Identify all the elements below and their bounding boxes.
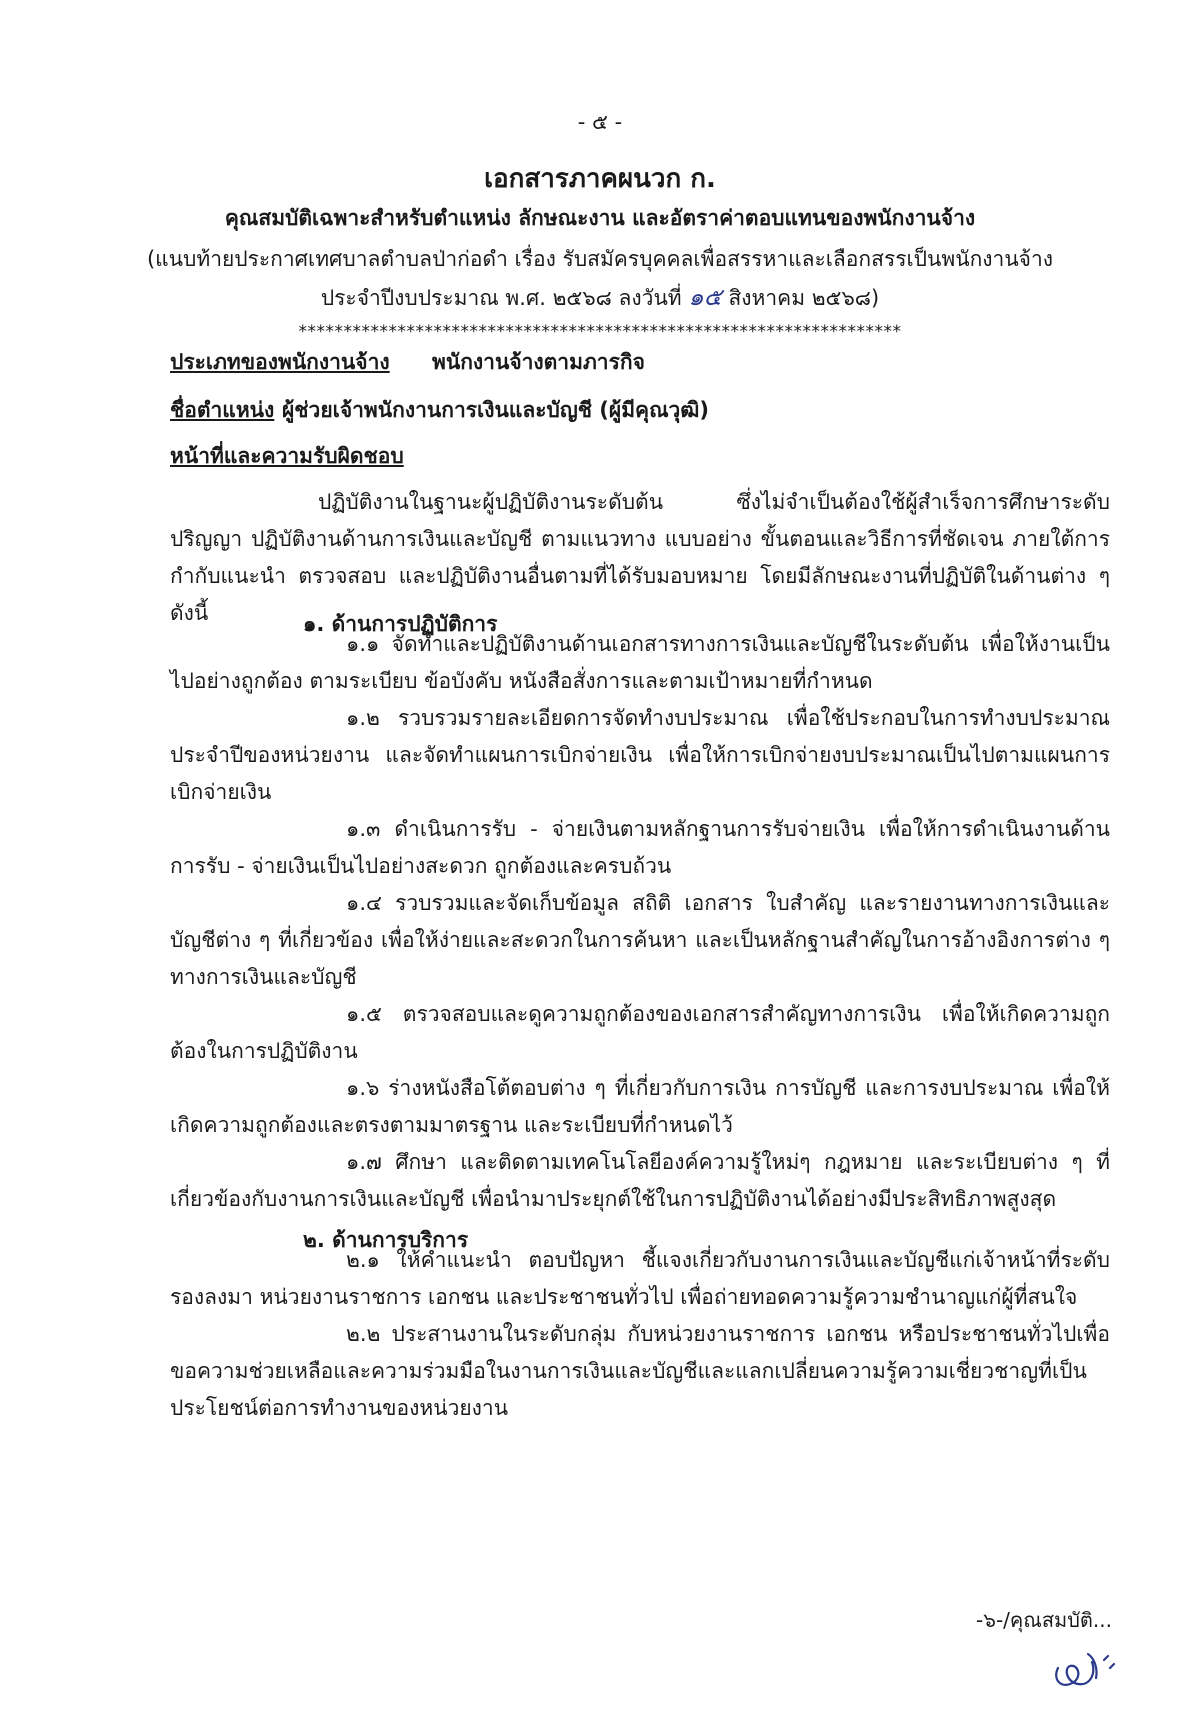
item-1-3: ๑.๓ ดำเนินการรับ - จ่ายเงินตามหลักฐานการรับจ่ายเงิน เพื่อให้การดำเนินงานด้านการรับ - จ่ายเงินเป็นไปอย่างสะดวก ถูกต้องและครบถ้วน <box>170 817 1110 878</box>
document-subtitle: คุณสมบัติเฉพาะสำหรับตำแหน่ง ลักษณะงาน และอัตราค่าตอบแทนของพนักงานจ้าง <box>224 206 976 230</box>
position-value: ผู้ช่วยเจ้าพนักงานการเงินและบัญชี (ผู้มีคุณวุฒิ) <box>282 398 709 422</box>
annex-line-2 <box>0 278 1200 317</box>
item-1-4: ๑.๔ รวบรวมและจัดเก็บข้อมูล สถิติ เอกสาร ใบสำคัญ และรายงานทางการเงินและบัญชีต่าง ๆ ที่เกี่ยวข้อง เพื่อให้ง่ายและสะดวกในการค้นหา และเป็นหลักฐานสำคัญในการอ้างอิงการต่าง ๆ ทางการเงินและบัญชี <box>170 891 1110 989</box>
employee-type-value: พนักงานจ้างตามภารกิจ <box>432 350 645 374</box>
annex-date-prefix: ประจำปีงบประมาณ พ.ศ. ๒๕๖๘ ลงวันที่ <box>320 286 682 310</box>
page-number: - ๕ - <box>577 110 623 134</box>
duties-intro: ปฏิบัติงานในฐานะผู้ปฏิบัติงานระดับต้น ซึ่งไม่จำเป็นต้องใช้ผู้สำเร็จการศึกษาระดับปริญญา ปฏิบัติงานด้านการเงินและบัญชี ตามแนวทาง แบบอย่าง ขั้นตอนและวิธีการที่ชัดเจน ภายใต้การกำกับแนะนำ ตรวจสอบ และปฏิบัติงานอื่นตามที่ได้รับมอบหมาย โดยมีลักษณะงานที่ปฏิบัติในด้านต่าง ๆ ดังนี้ <box>170 490 1110 625</box>
next-page-reference: -๖-/คุณสมบัติ... <box>976 1608 1112 1632</box>
position-label: ชื่อตำแหน่ง <box>170 398 275 422</box>
item-1-1: ๑.๑ จัดทำและปฏิบัติงานด้านเอกสารทางการเงินและบัญชีในระดับต้น เพื่อให้งานเป็นไปอย่างถูกต้อง ตามระเบียบ ข้อบังคับ หนังสือสั่งการและตามเป้าหมายที่กำหนด <box>170 632 1110 693</box>
separator-line: ******************************************************************* <box>298 322 902 342</box>
section-heading-services: ๒. ด้านการบริการ <box>303 1228 469 1252</box>
position-row <box>170 394 709 427</box>
section-heading-operations: ๑. ด้านการปฏิบัติการ <box>303 612 498 636</box>
item-2-1: ๒.๑ ให้คำแนะนำ ตอบปัญหา ชี้แจงเกี่ยวกับงานการเงินและบัญชีแก่เจ้าหน้าที่ระดับรองลงมา หน่วยงานราชการ เอกชน และประชาชนทั่วไป เพื่อถ่ายทอดความรู้ความชำนาญแก่ผู้ที่สนใจ <box>170 1248 1110 1309</box>
annex-line-1: (แนบท้ายประกาศเทศบาลตำบลป่าก่อดำ เรื่อง รับสมัครบุคคลเพื่อสรรหาและเลือกสรรเป็นพนักงานจ้าง <box>146 247 1054 271</box>
duties-heading-text: หน้าที่และความรับผิดชอบ <box>170 444 404 468</box>
annex-reference <box>0 240 1200 317</box>
duties-heading <box>170 440 404 473</box>
annex-date-suffix: สิงหาคม ๒๕๖๘) <box>728 286 880 310</box>
item-1-2: ๑.๒ รวบรวมรายละเอียดการจัดทำงบประมาณ เพื่อใช้ประกอบในการทำงบประมาณประจำปีของหน่วยงาน และจัดทำแผนการเบิกจ่ายเงิน เพื่อให้การเบิกจ่ายงบประมาณเป็นไปตามแผนการเบิกจ่ายเงิน <box>170 706 1110 804</box>
employee-type-row <box>170 346 645 379</box>
handwritten-signature <box>1048 1638 1120 1694</box>
item-1-6: ๑.๖ ร่างหนังสือโต้ตอบต่าง ๆ ที่เกี่ยวกับการเงิน การบัญชี และการงบประมาณ เพื่อให้เกิดความถูกต้องและตรงตามมาตรฐาน และระเบียบที่กำหนดไว้ <box>170 1076 1110 1137</box>
item-1-5: ๑.๕ ตรวจสอบและดูความถูกต้องของเอกสารสำคัญทางการเงิน เพื่อให้เกิดความถูกต้องในการปฏิบัติงาน <box>170 1002 1110 1063</box>
item-1-7: ๑.๗ ศึกษา และติดตามเทคโนโลยีองค์ความรู้ใหม่ๆ กฎหมาย และระเบียบต่าง ๆ ที่เกี่ยวข้องกับงานการเงินและบัญชี เพื่อนำมาประยุกต์ใช้ในการปฏิบัติงานได้อย่างมีประสิทธิภาพสูงสุด <box>170 1150 1110 1211</box>
item-2-2: ๒.๒ ประสานงานในระดับกลุ่ม กับหน่วยงานราชการ เอกชน หรือประชาชนทั่วไปเพื่อขอความช่วยเหลือและความร่วมมือในงานการเงินและบัญชีและแลกเปลี่ยนความรู้ความเชี่ยวชาญที่เป็นประโยชน์ต่อการทำงานของหน่วยงาน <box>170 1322 1110 1420</box>
handwritten-day: ๑๕ <box>688 283 722 311</box>
employee-type-label: ประเภทของพนักงานจ้าง <box>170 350 390 374</box>
document-title: เอกสารภาคผนวก ก. <box>484 164 716 194</box>
